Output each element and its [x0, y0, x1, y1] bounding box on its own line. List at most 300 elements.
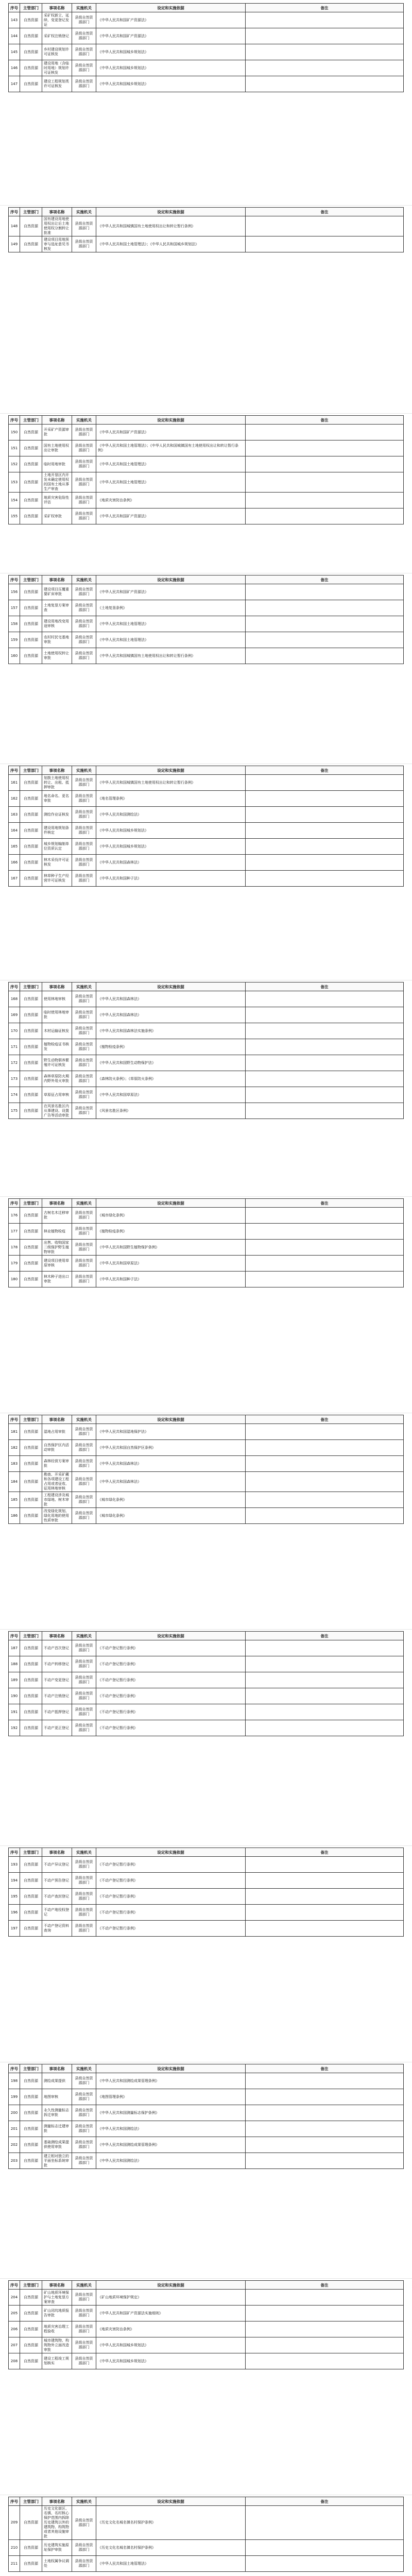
seq-cell: 172 — [9, 1055, 20, 1071]
table-row — [9, 1240, 404, 1256]
seq-cell: 203 — [9, 2153, 20, 2169]
column-header: 实施机关 — [72, 575, 96, 584]
note-cell — [246, 2556, 404, 2572]
column-header: 实施机关 — [72, 2064, 96, 2073]
seq-cell: 189 — [9, 1672, 20, 1688]
item-table — [8, 3, 404, 92]
seq-cell: 204 — [9, 2290, 20, 2306]
dept-cell: 自然资源 — [20, 1472, 42, 1492]
basis-cell: 《中华人民共和国野生植物保护条例》 — [96, 1240, 246, 1256]
item-name-cell: 测绘成果提供 — [42, 2073, 72, 2089]
dept-cell: 自然资源 — [20, 1272, 42, 1287]
basis-cell: 《中华人民共和国城乡规划法》 — [96, 839, 246, 855]
note-cell — [246, 472, 404, 493]
agency-cell: 县级自然资源部门 — [72, 28, 96, 44]
basis-cell: 《中华人民共和国土地管理法》；《中华人民共和国城乡规划法》 — [96, 236, 246, 252]
item-name-cell: 不动产更正登记 — [42, 1720, 72, 1736]
note-cell — [246, 1704, 404, 1720]
item-name-cell: 城乡规划编制单位资质认定 — [42, 839, 72, 855]
item-name-cell: 国有土地使用权出让审批 — [42, 440, 72, 456]
note-cell — [246, 839, 404, 855]
agency-cell: 县级自然资源部门 — [72, 1656, 96, 1672]
note-cell — [246, 1656, 404, 1672]
item-name-cell: 建设项目压覆重要矿床审批 — [42, 584, 72, 600]
seq-cell: 178 — [9, 1240, 20, 1256]
item-table — [8, 1415, 404, 1524]
item-table — [8, 1631, 404, 1736]
dept-cell: 自然资源 — [20, 648, 42, 664]
page-separator — [0, 413, 412, 414]
item-table — [8, 415, 404, 524]
table-row — [9, 1272, 404, 1287]
item-name-cell: 建设工程竣工规划核实 — [42, 2353, 72, 2369]
agency-cell: 县级自然资源部门 — [72, 236, 96, 252]
column-header: 事项名称 — [42, 982, 72, 991]
basis-cell: 《不动产登记暂行条例》 — [96, 1704, 246, 1720]
seq-cell: 170 — [9, 1023, 20, 1039]
basis-cell: 《中华人民共和国城乡规划法》 — [96, 2353, 246, 2369]
basis-cell: 《中华人民共和国森林法》 — [96, 1007, 246, 1023]
table-row — [9, 1688, 404, 1704]
item-name-cell: 划拨土地使用权转让、出租、抵押审批 — [42, 775, 72, 791]
item-name-cell: 地图审核 — [42, 2089, 72, 2105]
item-name-cell: 古树名木迁移审批 — [42, 1208, 72, 1224]
table-row — [9, 216, 404, 236]
table-header-row — [9, 1415, 404, 1424]
item-name-cell: 草原征占用审核 — [42, 1087, 72, 1103]
table-row — [9, 2089, 404, 2105]
dept-cell: 自然资源 — [20, 425, 42, 440]
seq-cell: 145 — [9, 44, 20, 60]
agency-cell: 县级自然资源部门 — [72, 60, 96, 76]
basis-cell: 《中华人民共和国草原法》 — [96, 1087, 246, 1103]
column-header: 序号 — [9, 982, 20, 991]
note-cell — [246, 2073, 404, 2089]
agency-cell: 县级自然资源部门 — [72, 775, 96, 791]
note-cell — [246, 493, 404, 509]
note-cell — [246, 1921, 404, 1937]
column-header: 事项名称 — [42, 575, 72, 584]
seq-cell: 180 — [9, 1272, 20, 1287]
seq-cell: 187 — [9, 1640, 20, 1656]
agency-cell: 县级自然资源部门 — [72, 1456, 96, 1472]
column-header: 事项名称 — [42, 2281, 72, 2290]
item-name-cell: 临时用地审批 — [42, 456, 72, 472]
table-row — [9, 2153, 404, 2169]
dept-cell: 自然资源 — [20, 44, 42, 60]
basis-cell: 《中华人民共和国矿产资源法》 — [96, 584, 246, 600]
item-name-cell: 在风景名胜区内从事建设、设置广告等活动审批 — [42, 1103, 72, 1119]
basis-cell: 《不动产登记暂行条例》 — [96, 1688, 246, 1704]
dept-cell: 自然资源 — [20, 1857, 42, 1873]
dept-cell: 自然资源 — [20, 1103, 42, 1119]
column-header: 序号 — [9, 1848, 20, 1857]
item-name-cell: 测量标志迁建审批 — [42, 2121, 72, 2137]
table-header-row — [9, 1632, 404, 1640]
note-cell — [246, 791, 404, 807]
agency-cell: 县级自然资源部门 — [72, 1039, 96, 1055]
column-header: 备注 — [246, 1415, 404, 1424]
agency-cell: 县级自然资源部门 — [72, 1905, 96, 1921]
agency-cell: 县级自然资源部门 — [72, 2337, 96, 2353]
table-row — [9, 823, 404, 839]
seq-cell: 163 — [9, 807, 20, 823]
table-row — [9, 60, 404, 76]
seq-cell: 164 — [9, 823, 20, 839]
item-table — [8, 207, 404, 252]
column-header: 备注 — [246, 2497, 404, 2506]
item-name-cell: 不动产变更登记 — [42, 1672, 72, 1688]
basis-cell: 《不动产登记暂行条例》 — [96, 1873, 246, 1889]
item-name-cell: 不动产查封登记 — [42, 1889, 72, 1905]
agency-cell: 县级自然资源部门 — [72, 1688, 96, 1704]
agency-cell: 县级自然资源部门 — [72, 1672, 96, 1688]
table-row — [9, 493, 404, 509]
table-header-row — [9, 575, 404, 584]
table-row — [9, 1640, 404, 1656]
table-row — [9, 1208, 404, 1224]
item-name-cell: 勘查、开采矿藏和各项建设工程占用或者征收、征用林地审核 — [42, 1472, 72, 1492]
table-row — [9, 2337, 404, 2353]
dept-cell: 自然资源 — [20, 1492, 42, 1508]
dept-cell: 自然资源 — [20, 2556, 42, 2572]
agency-cell: 县级自然资源部门 — [72, 1071, 96, 1087]
agency-cell: 县级自然资源部门 — [72, 1889, 96, 1905]
seq-cell: 196 — [9, 1905, 20, 1921]
agency-cell: 县级自然资源部门 — [72, 1007, 96, 1023]
column-header: 序号 — [9, 575, 20, 584]
seq-cell: 152 — [9, 456, 20, 472]
basis-cell: 《历史文化名城名镇名村保护条例》 — [96, 2540, 246, 2556]
column-header: 实施机关 — [72, 208, 96, 216]
note-cell — [246, 1023, 404, 1039]
seq-cell: 186 — [9, 1508, 20, 1524]
page-separator — [0, 2278, 412, 2279]
seq-cell: 149 — [9, 236, 20, 252]
item-name-cell: 历史建筑实施原址保护审批 — [42, 2540, 72, 2556]
agency-cell: 县级自然资源部门 — [72, 839, 96, 855]
agency-cell: 县级自然资源部门 — [72, 807, 96, 823]
item-name-cell: 工程建设涉及城市绿地、树木审批 — [42, 1492, 72, 1508]
item-name-cell: 不动产首次登记 — [42, 1640, 72, 1656]
table-header-row — [9, 1199, 404, 1208]
agency-cell: 县级自然资源部门 — [72, 855, 96, 871]
item-name-cell: 建设项目用地预审与选址意见书核发 — [42, 236, 72, 252]
note-cell — [246, 1103, 404, 1119]
basis-cell: 《植物检疫条例》 — [96, 1039, 246, 1055]
table-row — [9, 12, 404, 28]
dept-cell: 自然资源 — [20, 1055, 42, 1071]
dept-cell: 自然资源 — [20, 2121, 42, 2137]
dept-cell: 自然资源 — [20, 12, 42, 28]
table-row — [9, 456, 404, 472]
item-name-cell: 使用林地审核 — [42, 991, 72, 1007]
dept-cell: 自然资源 — [20, 2353, 42, 2369]
note-cell — [246, 236, 404, 252]
table-row — [9, 1508, 404, 1524]
dept-cell: 自然资源 — [20, 1256, 42, 1272]
item-table — [8, 766, 404, 887]
page-separator — [0, 1196, 412, 1197]
note-cell — [246, 1087, 404, 1103]
table-row — [9, 425, 404, 440]
dept-cell: 自然资源 — [20, 1873, 42, 1889]
column-header: 主管部门 — [20, 2281, 42, 2290]
table-row — [9, 839, 404, 855]
dept-cell: 自然资源 — [20, 1688, 42, 1704]
table-header-row — [9, 766, 404, 775]
agency-cell: 县级自然资源部门 — [72, 1640, 96, 1656]
agency-cell: 县级自然资源部门 — [72, 1508, 96, 1524]
table-row — [9, 2556, 404, 2572]
item-name-cell: 采矿权注销登记 — [42, 28, 72, 44]
agency-cell: 县级自然资源部门 — [72, 2073, 96, 2089]
item-name-cell: 土地开垦区内开发未确定使用权的国有土地从事生产审查 — [42, 472, 72, 493]
basis-cell: 《地质灾害防治条例》 — [96, 493, 246, 509]
note-cell — [246, 1256, 404, 1272]
seq-cell: 144 — [9, 28, 20, 44]
column-header: 事项名称 — [42, 2497, 72, 2506]
agency-cell: 县级自然资源部门 — [72, 648, 96, 664]
note-cell — [246, 2089, 404, 2105]
agency-cell: 县级自然资源部门 — [72, 600, 96, 616]
column-header: 实施机关 — [72, 1199, 96, 1208]
agency-cell: 县级自然资源部门 — [72, 440, 96, 456]
agency-cell: 县级自然资源部门 — [72, 2153, 96, 2169]
seq-cell: 208 — [9, 2353, 20, 2369]
agency-cell: 县级自然资源部门 — [72, 1055, 96, 1071]
agency-cell: 县级自然资源部门 — [72, 2137, 96, 2153]
dept-cell: 自然资源 — [20, 616, 42, 632]
agency-cell: 县级自然资源部门 — [72, 2506, 96, 2540]
column-header: 事项名称 — [42, 416, 72, 425]
basis-cell: 《不动产登记暂行条例》 — [96, 1640, 246, 1656]
seq-cell: 147 — [9, 76, 20, 92]
basis-cell: 《中华人民共和国湿地保护法》 — [96, 1424, 246, 1440]
column-header: 备注 — [246, 2064, 404, 2073]
column-header: 序号 — [9, 2064, 20, 2073]
dept-cell: 自然资源 — [20, 791, 42, 807]
agency-cell: 县级自然资源部门 — [72, 493, 96, 509]
seq-cell: 181 — [9, 1424, 20, 1440]
dept-cell: 自然资源 — [20, 509, 42, 524]
agency-cell: 县级自然资源部门 — [72, 1272, 96, 1287]
column-header: 序号 — [9, 766, 20, 775]
column-header: 设定和实施依据 — [96, 2064, 246, 2073]
column-header: 设定和实施依据 — [96, 1415, 246, 1424]
column-header: 序号 — [9, 208, 20, 216]
seq-cell: 194 — [9, 1873, 20, 1889]
column-header: 序号 — [9, 2281, 20, 2290]
note-cell — [246, 28, 404, 44]
seq-cell: 205 — [9, 2306, 20, 2321]
seq-cell: 169 — [9, 1007, 20, 1023]
column-header: 设定和实施依据 — [96, 416, 246, 425]
note-cell — [246, 76, 404, 92]
item-table — [8, 1848, 404, 1937]
note-cell — [246, 600, 404, 616]
item-name-cell: 历史文化街区、名镇、名村核心保护范围内拆除历史建筑以外的建筑物、构筑物或者其他设施审批 — [42, 2506, 72, 2540]
dept-cell: 自然资源 — [20, 775, 42, 791]
seq-cell: 168 — [9, 991, 20, 1007]
dept-cell: 自然资源 — [20, 1071, 42, 1087]
table-header-row — [9, 2064, 404, 2073]
dept-cell: 自然资源 — [20, 1905, 42, 1921]
table-row — [9, 1456, 404, 1472]
basis-cell: 《中华人民共和国城乡规划法》 — [96, 60, 246, 76]
item-name-cell: 森林经营方案审批 — [42, 1456, 72, 1472]
column-header: 序号 — [9, 1199, 20, 1208]
column-header: 实施机关 — [72, 1415, 96, 1424]
agency-cell: 县级自然资源部门 — [72, 2353, 96, 2369]
column-header: 主管部门 — [20, 2497, 42, 2506]
agency-cell: 县级自然资源部门 — [72, 472, 96, 493]
note-cell — [246, 2121, 404, 2137]
agency-cell: 县级自然资源部门 — [72, 509, 96, 524]
note-cell — [246, 1508, 404, 1524]
agency-cell: 县级自然资源部门 — [72, 791, 96, 807]
column-header: 实施机关 — [72, 1632, 96, 1640]
agency-cell: 县级自然资源部门 — [72, 1424, 96, 1440]
column-header: 实施机关 — [72, 416, 96, 425]
seq-cell: 191 — [9, 1704, 20, 1720]
basis-cell: 《不动产登记暂行条例》 — [96, 1656, 246, 1672]
agency-cell: 县级自然资源部门 — [72, 1921, 96, 1937]
column-header: 设定和实施依据 — [96, 1848, 246, 1857]
dept-cell: 自然资源 — [20, 839, 42, 855]
seq-cell: 177 — [9, 1224, 20, 1240]
basis-cell: 《中华人民共和国土地管理法》 — [96, 472, 246, 493]
note-cell — [246, 2105, 404, 2121]
table-row — [9, 1224, 404, 1240]
seq-cell: 143 — [9, 12, 20, 28]
dept-cell: 自然资源 — [20, 2137, 42, 2153]
dept-cell: 自然资源 — [20, 1440, 42, 1456]
basis-cell: 《中华人民共和国野生动物保护法》 — [96, 1055, 246, 1071]
note-cell — [246, 1440, 404, 1456]
column-header: 序号 — [9, 416, 20, 425]
note-cell — [246, 807, 404, 823]
note-cell — [246, 855, 404, 871]
item-name-cell: 农村村民宅基地审批 — [42, 632, 72, 648]
column-header: 事项名称 — [42, 2064, 72, 2073]
agency-cell: 县级自然资源部门 — [72, 616, 96, 632]
seq-cell: 200 — [9, 2105, 20, 2121]
note-cell — [246, 216, 404, 236]
column-header: 备注 — [246, 1848, 404, 1857]
dept-cell: 自然资源 — [20, 1023, 42, 1039]
table-row — [9, 1857, 404, 1873]
basis-cell: 《不动产登记暂行条例》 — [96, 1672, 246, 1688]
seq-cell: 179 — [9, 1256, 20, 1272]
item-name-cell: 野生动物驯养繁殖许可证核发 — [42, 1055, 72, 1071]
table-header-row — [9, 2281, 404, 2290]
column-header: 主管部门 — [20, 2064, 42, 2073]
dept-cell: 自然资源 — [20, 1720, 42, 1736]
seq-cell: 211 — [9, 2556, 20, 2572]
note-cell — [246, 616, 404, 632]
item-name-cell: 不动产抵押登记 — [42, 1704, 72, 1720]
note-cell — [246, 2153, 404, 2169]
seq-cell: 150 — [9, 425, 20, 440]
note-cell — [246, 1224, 404, 1240]
dept-cell: 自然资源 — [20, 2337, 42, 2353]
column-header: 设定和实施依据 — [96, 208, 246, 216]
note-cell — [246, 1039, 404, 1055]
basis-cell: 《中华人民共和国城乡规划法》 — [96, 823, 246, 839]
table-row — [9, 44, 404, 60]
column-header: 主管部门 — [20, 1415, 42, 1424]
seq-cell: 167 — [9, 871, 20, 887]
basis-cell: 《中华人民共和国测量标志保护条例》 — [96, 2105, 246, 2121]
agency-cell: 县级自然资源部门 — [72, 2121, 96, 2137]
item-name-cell: 出售、收购国家二级保护野生植物审批 — [42, 1240, 72, 1256]
agency-cell: 县级自然资源部门 — [72, 12, 96, 28]
basis-cell: 《中华人民共和国种子法》 — [96, 871, 246, 887]
note-cell — [246, 1071, 404, 1087]
basis-cell: 《中华人民共和国测绘法》 — [96, 2121, 246, 2137]
dept-cell: 自然资源 — [20, 2073, 42, 2089]
table-row — [9, 1672, 404, 1688]
column-header: 设定和实施依据 — [96, 2281, 246, 2290]
seq-cell: 183 — [9, 1456, 20, 1472]
seq-cell: 158 — [9, 616, 20, 632]
note-cell — [246, 1456, 404, 1472]
table-row — [9, 1921, 404, 1937]
note-cell — [246, 1640, 404, 1656]
table-row — [9, 2321, 404, 2337]
agency-cell: 县级自然资源部门 — [72, 1224, 96, 1240]
basis-cell: 《中华人民共和国城乡规划法》 — [96, 2337, 246, 2353]
dept-cell: 自然资源 — [20, 871, 42, 887]
dept-cell: 自然资源 — [20, 1640, 42, 1656]
agency-cell: 县级自然资源部门 — [72, 1472, 96, 1492]
note-cell — [246, 1905, 404, 1921]
table-row — [9, 1472, 404, 1492]
note-cell — [246, 823, 404, 839]
item-name-cell: 植物检疫证书核发 — [42, 1039, 72, 1055]
column-header: 实施机关 — [72, 2497, 96, 2506]
column-header: 序号 — [9, 4, 20, 12]
column-header: 设定和实施依据 — [96, 4, 246, 12]
agency-cell: 县级自然资源部门 — [72, 2556, 96, 2572]
agency-cell: 县级自然资源部门 — [72, 632, 96, 648]
dept-cell: 自然资源 — [20, 823, 42, 839]
item-name-cell: 林草种子生产经营许可证核发 — [42, 871, 72, 887]
note-cell — [246, 425, 404, 440]
seq-cell: 176 — [9, 1208, 20, 1224]
item-name-cell: 森林草原防火期内野外用火审批 — [42, 1071, 72, 1087]
column-header: 设定和实施依据 — [96, 766, 246, 775]
table-row — [9, 1873, 404, 1889]
item-name-cell: 建设用地（含临时用地）规划许可证核发 — [42, 60, 72, 76]
seq-cell: 156 — [9, 584, 20, 600]
dept-cell: 自然资源 — [20, 2153, 42, 2169]
table-header-row — [9, 2497, 404, 2506]
column-header: 备注 — [246, 1632, 404, 1640]
item-name-cell: 国有建设用地使用权出让后土地使用权分割转让批准 — [42, 216, 72, 236]
agency-cell: 县级自然资源部门 — [72, 1208, 96, 1224]
table-row — [9, 2353, 404, 2369]
seq-cell: 175 — [9, 1103, 20, 1119]
dept-cell: 自然资源 — [20, 2105, 42, 2121]
note-cell — [246, 584, 404, 600]
item-name-cell: 地名命名、更名审批 — [42, 791, 72, 807]
table-row — [9, 2306, 404, 2321]
dept-cell: 自然资源 — [20, 28, 42, 44]
agency-cell: 县级自然资源部门 — [72, 1857, 96, 1873]
dept-cell: 自然资源 — [20, 1208, 42, 1224]
